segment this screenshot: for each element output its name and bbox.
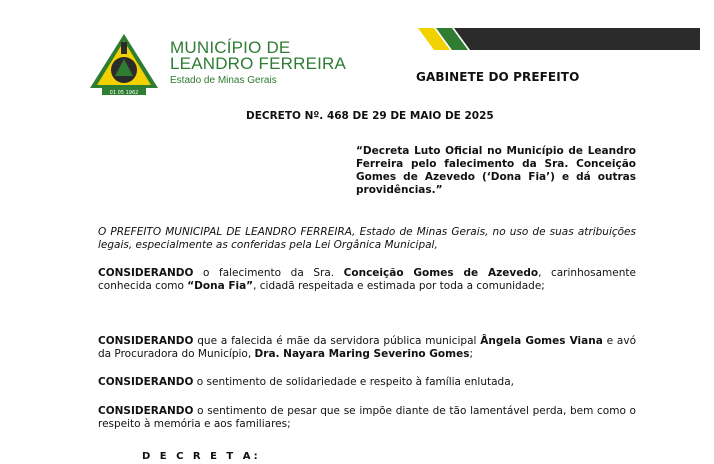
svg-text:01 05 1962: 01 05 1962 bbox=[109, 90, 139, 96]
prosecutor-name: Dra. Nayara Maring Severino Gomes bbox=[254, 348, 470, 360]
municipality-name-block bbox=[170, 40, 346, 87]
considerando-keyword: CONSIDERANDO bbox=[98, 267, 194, 279]
office-title: GABINETE DO PREFEITO bbox=[416, 70, 580, 84]
considerando-keyword: CONSIDERANDO bbox=[98, 405, 194, 417]
preamble-paragraph: O PREFEITO MUNICIPAL DE LEANDRO FERREIRA, Estado de Minas Gerais, no uso de suas atribuições legais, especialmente as conferidas pela Lei Orgânica Municipal, bbox=[98, 226, 636, 251]
considerando-paragraph-1: CONSIDERANDO o falecimento da Sra. Conceição Gomes de Azevedo, carinhosamente conhecida como “Dona Fia”, cidadã respeitada e estimada por toda a comunidade; bbox=[98, 267, 636, 292]
daughter-name: Ângela Gomes Viana bbox=[480, 335, 603, 347]
decree-title: DECRETO Nº. 468 DE 29 DE MAIO DE 2025 bbox=[246, 110, 494, 122]
considerando-paragraph-2: CONSIDERANDO que a falecida é mãe da servidora pública municipal Ângela Gomes Viana e avó da Procuradora do Município, Dra. Nayara Maring Severino Gomes; bbox=[98, 335, 636, 360]
considerando-paragraph-3: CONSIDERANDO o sentimento de solidariedade e respeito à família enlutada, bbox=[98, 376, 514, 388]
considerando-keyword: CONSIDERANDO bbox=[98, 376, 194, 388]
municipality-line1: MUNICÍPIO DE bbox=[170, 38, 291, 57]
municipality-line2: LEANDRO FERREIRA bbox=[170, 54, 347, 73]
decree-summary: “Decreta Luto Oficial no Município de Leandro Ferreira pelo falecimento da Sra. Conceição Gomes de Azevedo (‘Dona Fia’) e dá outras providências.” bbox=[356, 145, 636, 196]
header-stripe-decoration bbox=[400, 28, 700, 50]
municipal-seal-logo bbox=[88, 32, 160, 98]
state-line: Estado de Minas Gerais bbox=[170, 75, 277, 86]
decreta-heading: D E C R E T A: bbox=[142, 451, 261, 462]
nickname: “Dona Fia” bbox=[187, 280, 254, 292]
considerando-keyword: CONSIDERANDO bbox=[98, 335, 194, 347]
deceased-name: Conceição Gomes de Azevedo bbox=[343, 267, 539, 279]
considerando-paragraph-4: CONSIDERANDO o sentimento de pesar que se impõe diante de tão lamentável perda, bem como o respeito à memória e aos familiares; bbox=[98, 405, 636, 430]
